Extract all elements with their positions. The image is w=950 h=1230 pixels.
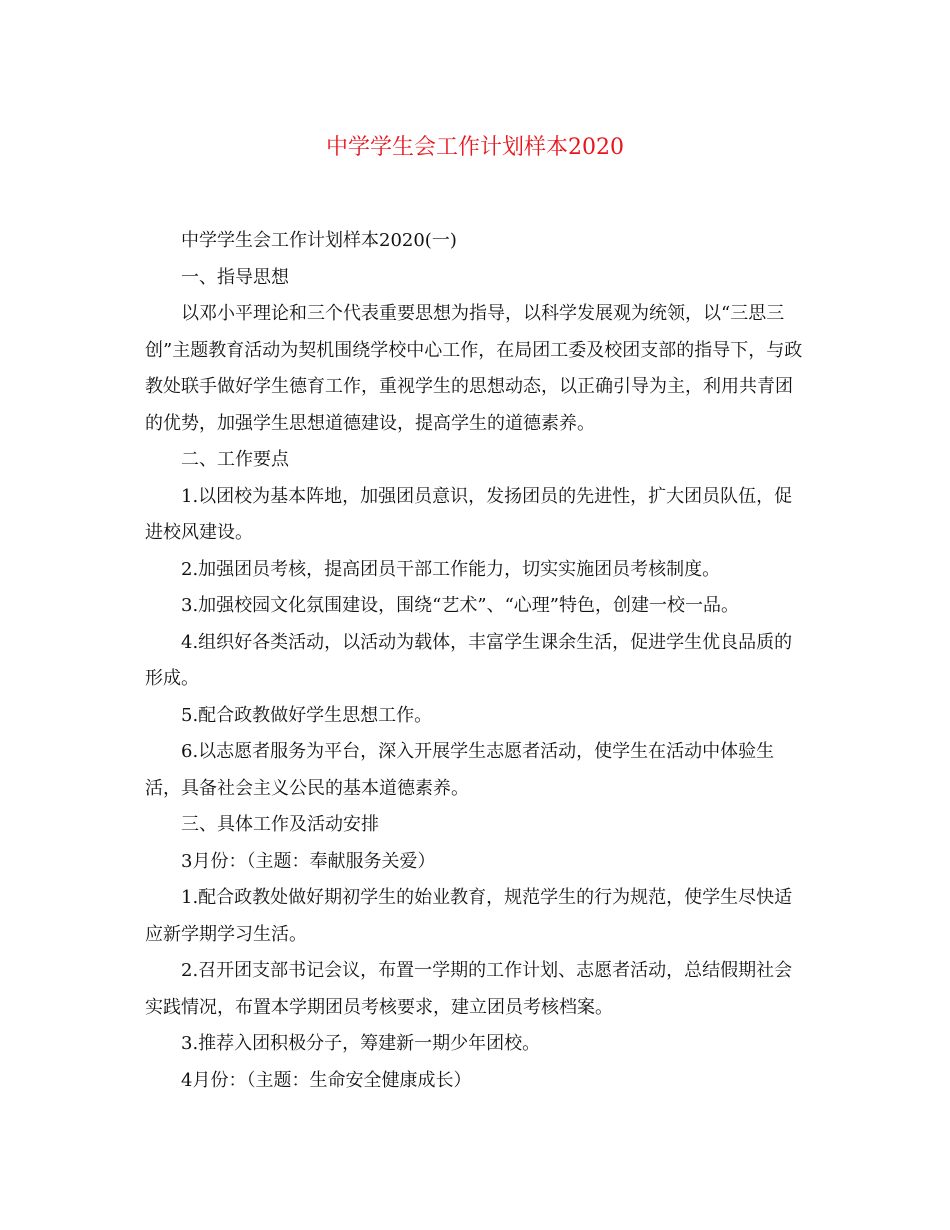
list-item: 1.以团校为基本阵地，加强团员意识，发扬团员的先进性，扩大团员队伍，促进校风建设。 — [145, 485, 793, 543]
list-item: 3.加强校园文化氛围建设，围绕“艺术”、“心理”特色，创建一校一品。 — [181, 595, 739, 616]
list-item: 6.以志愿者服务为平台，深入开展学生志愿者活动，使学生在活动中体验生活，具备社会主义公民的基本道德素养。 — [145, 741, 775, 799]
month-heading: 4月份：（主题：生命安全健康成长） — [181, 1069, 472, 1091]
list-item: 4.组织好各类活动，以活动为载体，丰富学生课余生活，促进学生优良品质的形成。 — [145, 631, 793, 689]
document-title: 中学学生会工作计划样本2020 — [326, 135, 624, 160]
list-item: 1.配合政教处做好期初学生的始业教育，规范学生的行为规范，使学生尽快适应新学期学习生活。 — [145, 887, 793, 945]
list-item: 2.加强团员考核，提高团员干部工作能力，切实实施团员考核制度。 — [181, 558, 721, 580]
section-heading: 中学学生会工作计划样本2020(一) — [181, 230, 457, 251]
section-heading: 三、具体工作及活动安排 — [181, 814, 379, 835]
list-item: 3.推荐入团积极分子，筹建新一期少年团校。 — [181, 1033, 541, 1054]
section-heading: 二、工作要点 — [181, 449, 289, 470]
document-body — [145, 223, 805, 1099]
month-heading: 3月份：（主题：奉献服务关爱） — [181, 850, 436, 872]
list-item: 5.配合政教做好学生思想工作。 — [181, 704, 433, 726]
list-item: 2.召开团支部书记会议，布置一学期的工作计划、志愿者活动，总结假期社会实践情况，布置本学期团员考核要求，建立团员考核档案。 — [145, 960, 793, 1018]
section-heading: 一、指导思想 — [181, 266, 289, 288]
paragraph: 以邓小平理论和三个代表重要思想为指导，以科学发展观为统领，以“三思三创”主题教育活动为契机围绕学校中心工作，在局团工委及校团支部的指导下，与政教处联手做好学生德育工作，重视学生的思想动态，以正确引导为主，利用共青团的优势，加强学生思想道德建设，提高学生的道德素养。 — [145, 303, 803, 434]
